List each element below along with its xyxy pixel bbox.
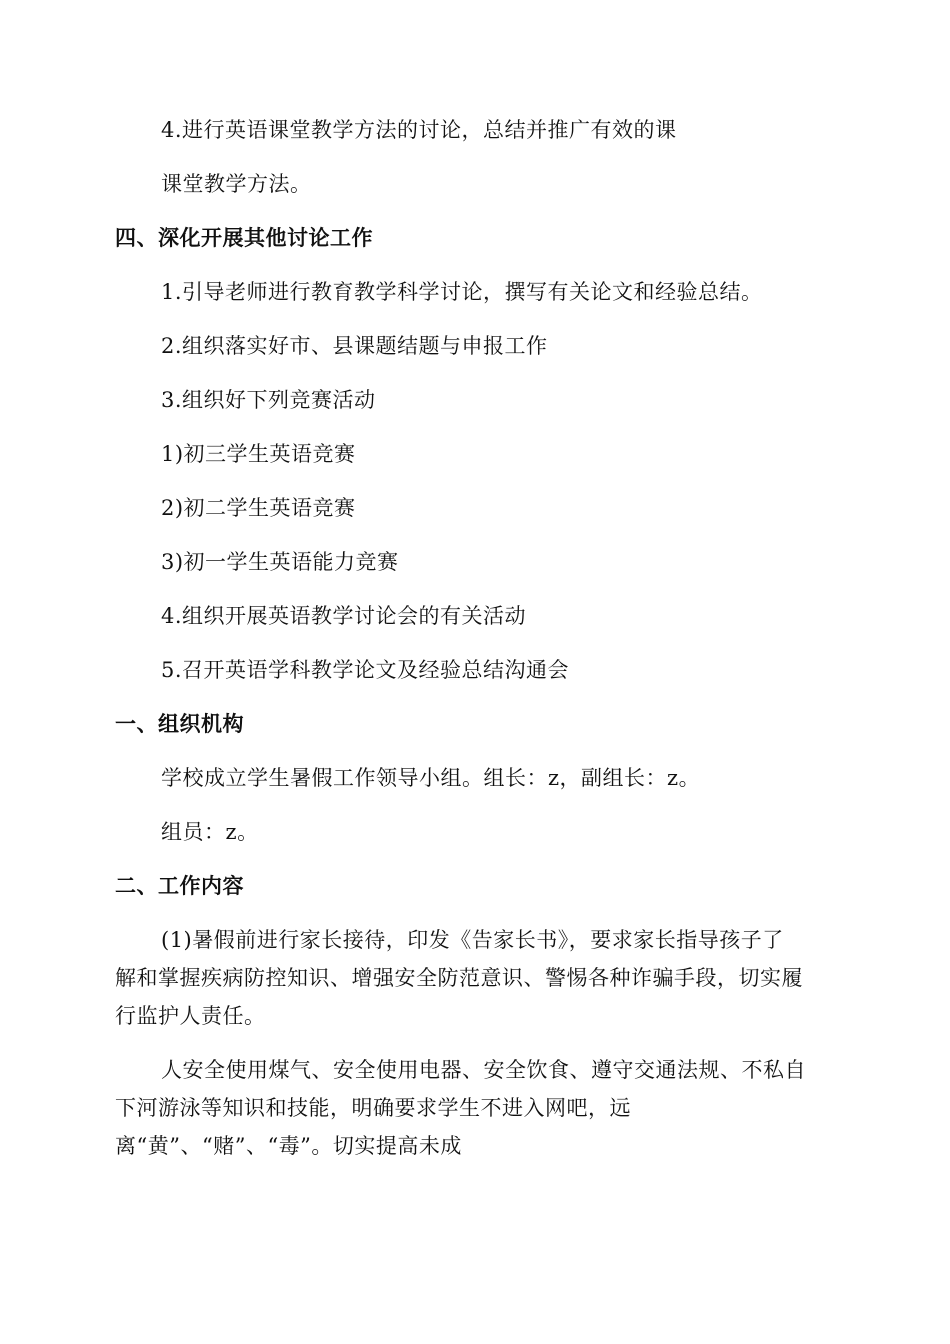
- sub-list-item: 3)初一学生英语能力竞赛: [161, 550, 399, 574]
- sub-list-item: 1)初三学生英语竞赛: [161, 442, 356, 466]
- paragraph-line: 学校成立学生暑假工作领导小组。组长：z，副组长：z。: [161, 766, 701, 790]
- list-item: 2.组织落实好市、县课题结题与申报工作: [161, 334, 548, 358]
- paragraph-line: 课堂教学方法。: [161, 172, 312, 196]
- list-item: 5.召开英语学科教学论文及经验总结沟通会: [161, 658, 570, 682]
- paragraph-line: 组员：z。: [161, 820, 259, 844]
- paragraph-line: (1)暑假前进行家长接待，印发《告家长书》，要求家长指导孩子了: [161, 928, 784, 952]
- paragraph-line: 4.进行英语课堂教学方法的讨论，总结并推广有效的课: [161, 118, 677, 142]
- paragraph-line: 下河游泳等知识和技能，明确要求学生不进入网吧，远: [115, 1096, 631, 1120]
- paragraph-line: 解和掌握疾病防控知识、增强安全防范意识、警惕各种诈骗手段，切实履: [115, 966, 803, 990]
- section-heading: 四、深化开展其他讨论工作: [115, 226, 373, 250]
- paragraph-line: 人安全使用煤气、安全使用电器、安全饮食、遵守交通法规、不私自: [161, 1058, 806, 1082]
- list-item: 1.引导老师进行教育教学科学讨论，撰写有关论文和经验总结。: [161, 280, 763, 304]
- list-item: 4.组织开展英语教学讨论会的有关活动: [161, 604, 527, 628]
- section-heading: 二、工作内容: [115, 874, 244, 898]
- sub-list-item: 2)初二学生英语竞赛: [161, 496, 356, 520]
- list-item: 3.组织好下列竞赛活动: [161, 388, 376, 412]
- paragraph-line: 行监护人责任。: [115, 1004, 266, 1028]
- section-heading: 一、组织机构: [115, 712, 244, 736]
- paragraph-line: 离“黄”、“赌”、“毒”。切实提高未成: [115, 1134, 462, 1158]
